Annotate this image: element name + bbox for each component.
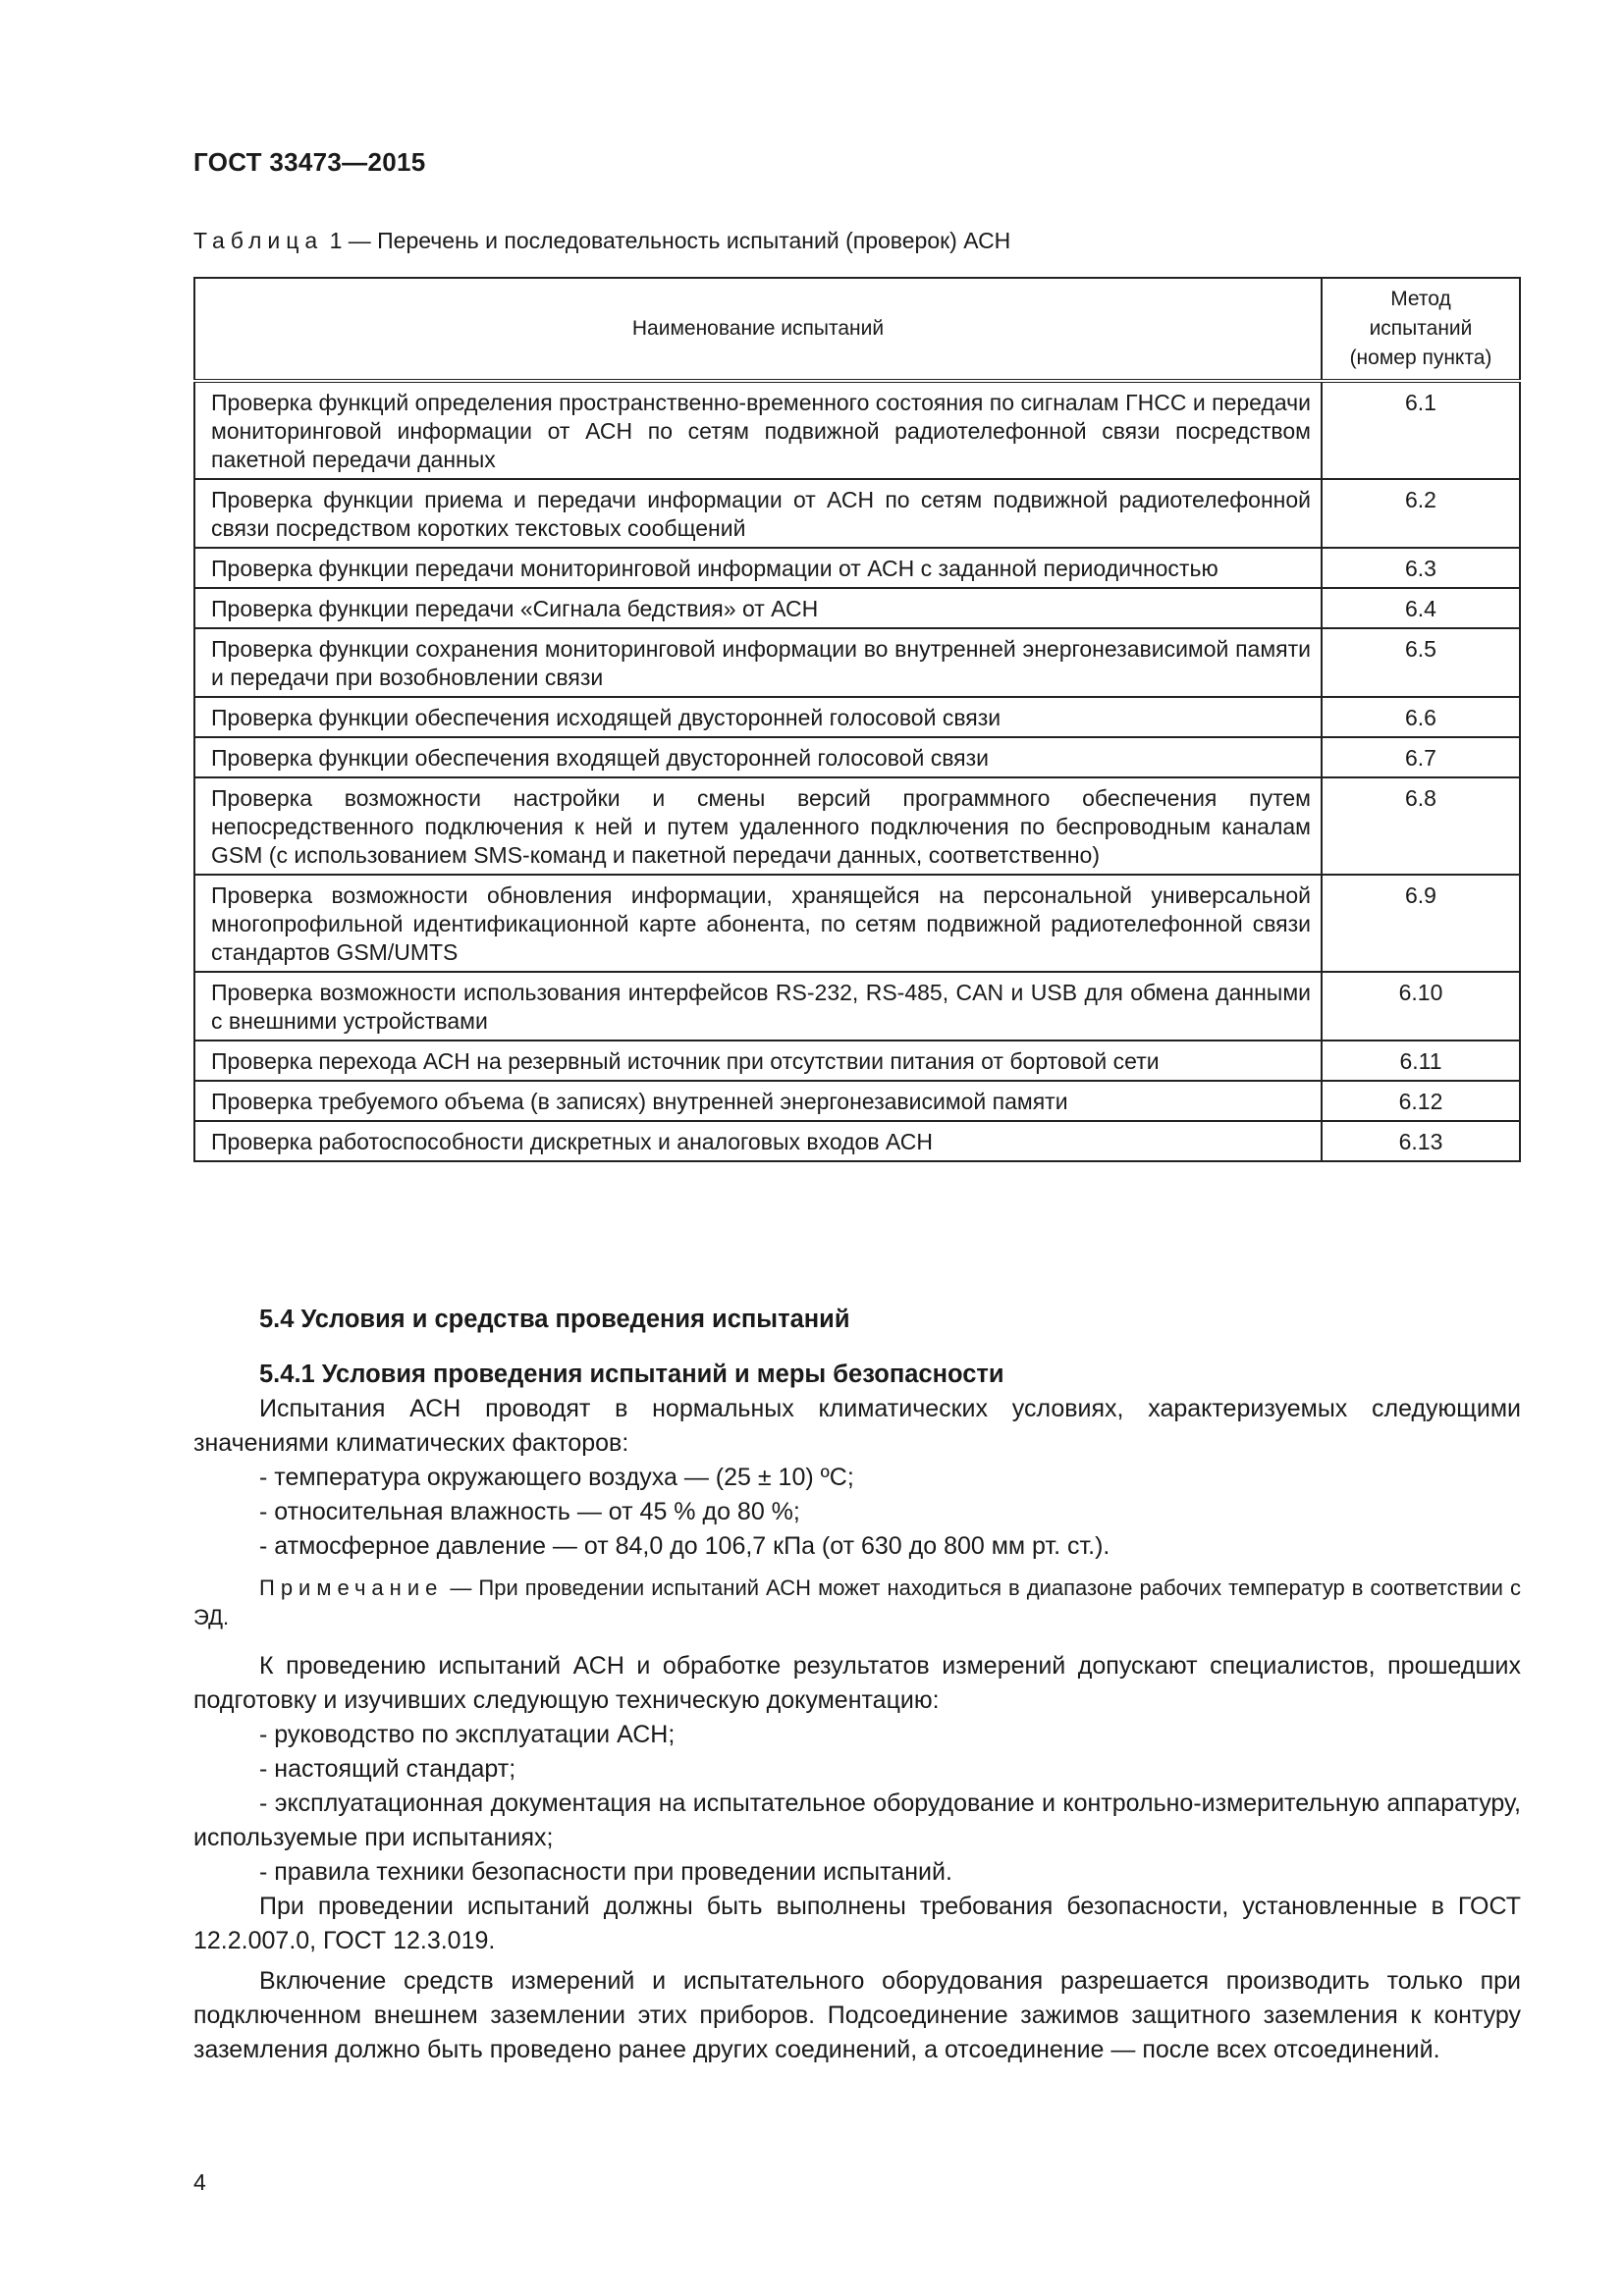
table-caption-text: 1 — Перечень и последовательность испытаний (проверок) АСН bbox=[329, 228, 1011, 253]
list-item-safety-rules: - правила техники безопасности при проведении испытаний. bbox=[259, 1858, 952, 1886]
table-row bbox=[194, 479, 1520, 548]
body-block-1 bbox=[193, 1392, 1521, 1564]
note-block bbox=[193, 1574, 1521, 1632]
column-header-method bbox=[1322, 278, 1520, 381]
paragraph-personnel: К проведению испытаний АСН и обработке результатов измерений допускают специалистов, прошедших подготовку и изучивших следующую техническую документацию: bbox=[193, 1652, 1521, 1714]
method-clause: 6.4 bbox=[1322, 588, 1520, 628]
table-row bbox=[194, 1081, 1520, 1121]
method-clause: 6.9 bbox=[1322, 875, 1520, 972]
paragraph-climate: Испытания АСН проводят в нормальных климатических условиях, характеризуемых следующими значениями климатических факторов: bbox=[193, 1395, 1521, 1457]
test-name: Проверка требуемого объема (в записях) внутренней энергонезависимой памяти bbox=[194, 1081, 1322, 1121]
method-clause: 6.13 bbox=[1322, 1121, 1520, 1161]
test-name: Проверка функций определения пространственно-временного состояния по сигналам ГНСС и передачи мониторинговой информации от АСН по сетям подвижной радиотелефонной связи посредством пакетной передачи данных bbox=[194, 381, 1322, 479]
method-clause: 6.1 bbox=[1322, 381, 1520, 479]
table-row bbox=[194, 972, 1520, 1041]
table-row bbox=[194, 548, 1520, 588]
note-text: — При проведении испытаний АСН может находиться в диапазоне рабочих температур в соответствии с ЭД. bbox=[193, 1575, 1521, 1629]
test-name: Проверка функции сохранения мониторинговой информации во внутренней энергонезависимой памяти и передачи при возобновлении связи bbox=[194, 628, 1322, 697]
table-caption bbox=[193, 228, 1010, 254]
table-header-row bbox=[194, 278, 1520, 381]
tests-table bbox=[193, 277, 1521, 1162]
heading-5-4: 5.4 Условия и средства проведения испытаний bbox=[259, 1306, 850, 1333]
method-clause: 6.12 bbox=[1322, 1081, 1520, 1121]
method-clause: 6.2 bbox=[1322, 479, 1520, 548]
table-row bbox=[194, 697, 1520, 737]
test-name: Проверка функции передачи мониторинговой информации от АСН с заданной периодичностью bbox=[194, 548, 1322, 588]
page-number: 4 bbox=[193, 2169, 206, 2195]
note bbox=[193, 1574, 1521, 1632]
table-caption-label: Таблица bbox=[193, 228, 324, 253]
table-row bbox=[194, 1121, 1520, 1161]
table-row bbox=[194, 588, 1520, 628]
test-name: Проверка функции приема и передачи информации от АСН по сетям подвижной радиотелефонной связи посредством коротких текстовых сообщений bbox=[194, 479, 1322, 548]
table-row bbox=[194, 628, 1520, 697]
note-label: Примечание bbox=[259, 1575, 444, 1600]
table-row bbox=[194, 737, 1520, 777]
column-header-method-line2: испытаний bbox=[1369, 317, 1473, 340]
paragraph-safety-requirements: При проведении испытаний должны быть выполнены требования безопасности, установленные в ГОСТ 12.2.007.0, ГОСТ 12.3.019. bbox=[193, 1893, 1521, 1954]
table-row bbox=[194, 1041, 1520, 1081]
method-clause: 6.5 bbox=[1322, 628, 1520, 697]
column-header-method-line1: Метод bbox=[1390, 288, 1451, 310]
heading-5-4-1: 5.4.1 Условия проведения испытаний и меры безопасности bbox=[259, 1361, 1004, 1388]
test-name: Проверка функции обеспечения исходящей двусторонней голосовой связи bbox=[194, 697, 1322, 737]
list-item-pressure: - атмосферное давление — от 84,0 до 106,7 кПа (от 630 до 800 мм рт. ст.). bbox=[259, 1532, 1110, 1560]
paragraph-grounding: Включение средств измерений и испытательного оборудования разрешается производить только при подключенном внешнем заземлении этих приборов. Подсоединение зажимов защитного заземления к контуру заземления должно быть проведено ранее других соединений, а отсоединение — после всех отсоединений. bbox=[193, 1967, 1521, 2063]
test-name: Проверка работоспособности дискретных и аналоговых входов АСН bbox=[194, 1121, 1322, 1161]
column-header-name: Наименование испытаний bbox=[194, 278, 1322, 381]
table-row bbox=[194, 381, 1520, 479]
test-name: Проверка функции обеспечения входящей двусторонней голосовой связи bbox=[194, 737, 1322, 777]
method-clause: 6.8 bbox=[1322, 777, 1520, 875]
document-header: ГОСТ 33473—2015 bbox=[193, 147, 426, 177]
table-row bbox=[194, 875, 1520, 972]
test-name: Проверка возможности обновления информации, хранящейся на персональной универсальной многопрофильной идентификационной карте абонента, по сетям подвижной радиотелефонной связи стандартов GSM/UMTS bbox=[194, 875, 1322, 972]
test-name: Проверка функции передачи «Сигнала бедствия» от АСН bbox=[194, 588, 1322, 628]
list-item-temperature: - температура окружающего воздуха — (25 ± 10) ºС; bbox=[259, 1464, 854, 1491]
method-clause: 6.6 bbox=[1322, 697, 1520, 737]
test-name: Проверка возможности настройки и смены версий программного обеспечения путем непосредственного подключения к ней и путем удаленного подключения по беспроводным каналам GSM (с использованием SMS-команд и пакетной передачи данных, соответственно) bbox=[194, 777, 1322, 875]
table-row bbox=[194, 777, 1520, 875]
list-item-humidity: - относительная влажность — от 45 % до 80 %; bbox=[259, 1498, 800, 1525]
column-header-method-line3: (номер пункта) bbox=[1349, 347, 1492, 369]
body-block-2 bbox=[193, 1649, 1521, 2067]
test-name: Проверка перехода АСН на резервный источник при отсутствии питания от бортовой сети bbox=[194, 1041, 1322, 1081]
method-clause: 6.3 bbox=[1322, 548, 1520, 588]
list-item-documentation: - эксплуатационная документация на испытательное оборудование и контрольно-измерительную аппаратуру, используемые при испытаниях; bbox=[193, 1789, 1521, 1851]
test-name: Проверка возможности использования интерфейсов RS-232, RS-485, CAN и USB для обмена данными с внешними устройствами bbox=[194, 972, 1322, 1041]
list-item-manual: - руководство по эксплуатации АСН; bbox=[259, 1721, 676, 1748]
method-clause: 6.11 bbox=[1322, 1041, 1520, 1081]
method-clause: 6.7 bbox=[1322, 737, 1520, 777]
method-clause: 6.10 bbox=[1322, 972, 1520, 1041]
list-item-standard: - настоящий стандарт; bbox=[259, 1755, 516, 1783]
